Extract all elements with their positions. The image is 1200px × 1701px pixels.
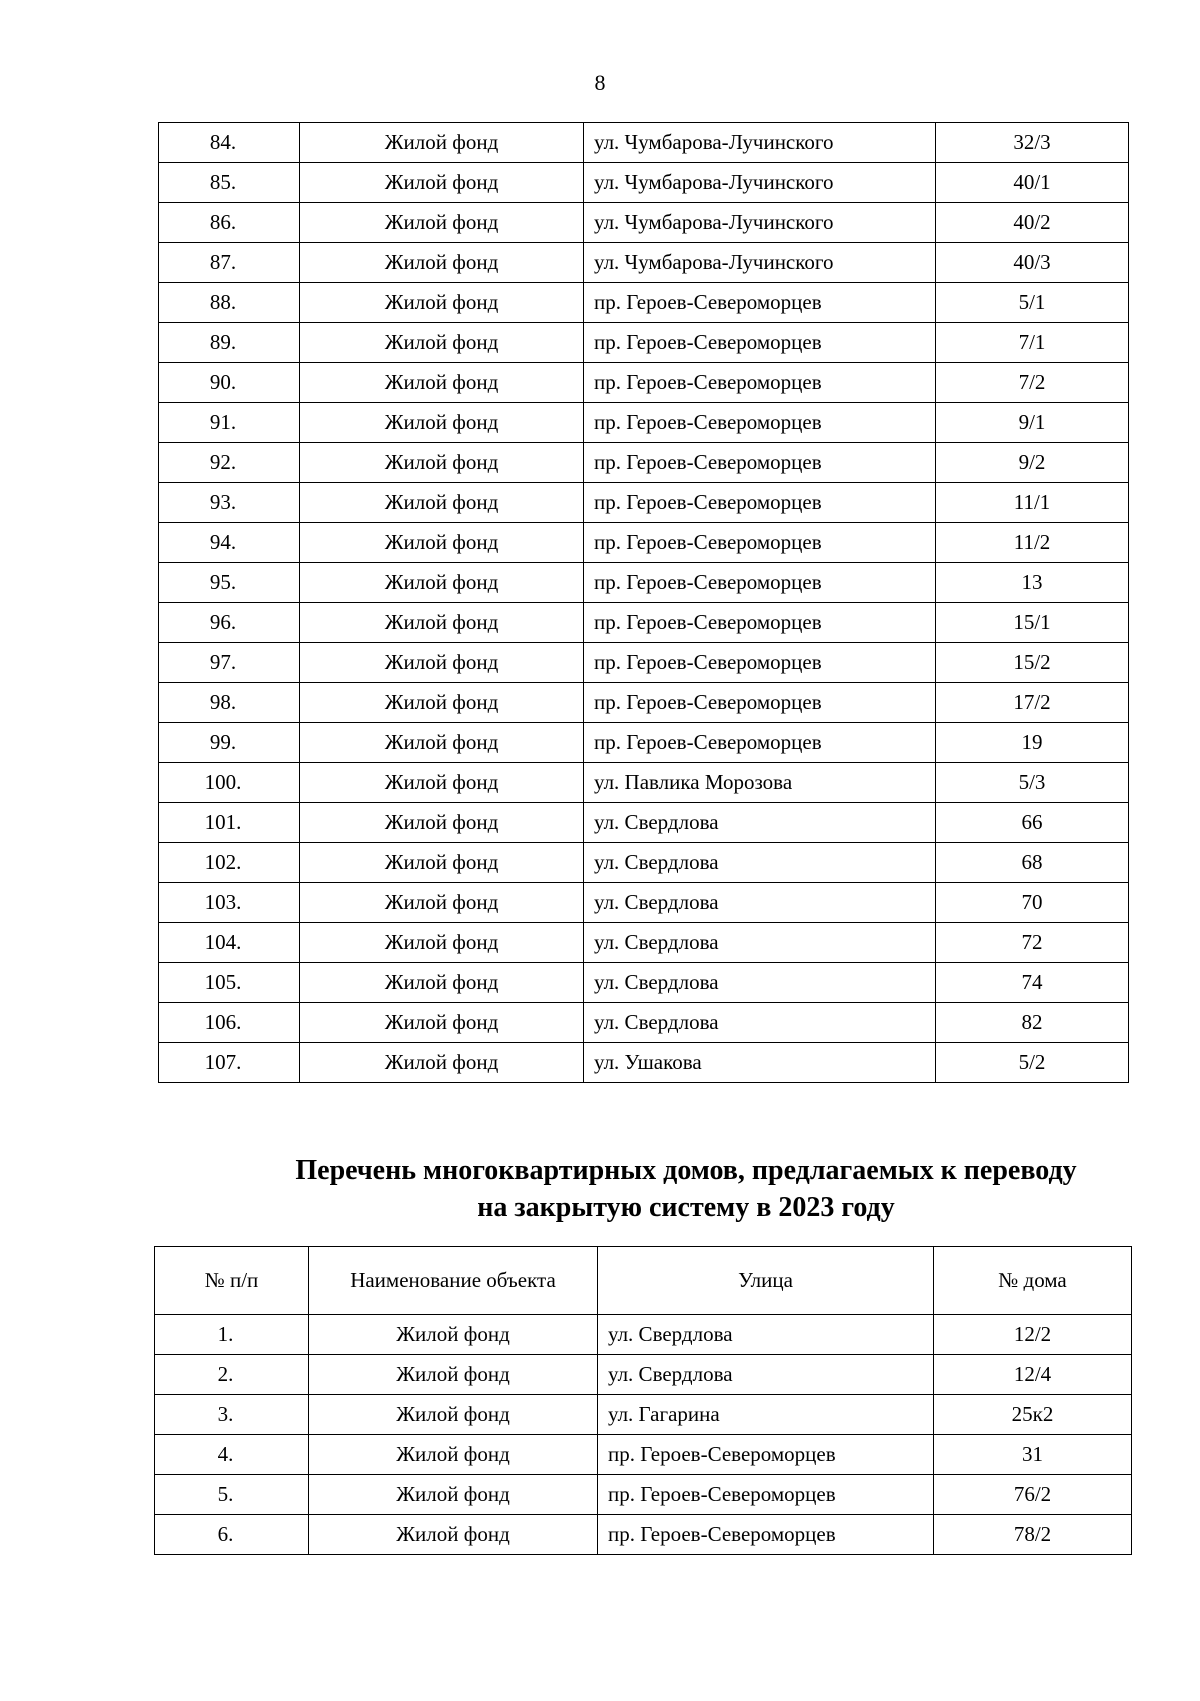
object-name: Жилой фонд	[300, 883, 584, 923]
table-row	[155, 1435, 1132, 1475]
street-name: ул. Чумбарова-Лучинского	[584, 203, 936, 243]
row-number: 6.	[155, 1515, 309, 1555]
house-number: 17/2	[936, 683, 1129, 723]
table-row	[159, 963, 1129, 1003]
house-number: 31	[934, 1435, 1132, 1475]
house-number: 11/2	[936, 523, 1129, 563]
street-name: пр. Героев-Североморцев	[584, 603, 936, 643]
row-number: 101.	[159, 803, 300, 843]
table-row	[155, 1475, 1132, 1515]
street-name: ул. Павлика Морозова	[584, 763, 936, 803]
table-row	[159, 443, 1129, 483]
object-name: Жилой фонд	[300, 123, 584, 163]
street-name: пр. Героев-Североморцев	[584, 323, 936, 363]
heading-line-1: Перечень многоквартирных домов, предлагаемых к переводу	[295, 1155, 1077, 1186]
table-row	[159, 1003, 1129, 1043]
street-name: пр. Героев-Североморцев	[598, 1475, 934, 1515]
object-name: Жилой фонд	[309, 1355, 598, 1395]
street-name: ул. Гагарина	[598, 1395, 934, 1435]
header-name: Наименование объекта	[309, 1247, 598, 1315]
row-number: 88.	[159, 283, 300, 323]
house-number: 72	[936, 923, 1129, 963]
table-row	[159, 123, 1129, 163]
street-name: пр. Героев-Североморцев	[584, 523, 936, 563]
house-number: 7/2	[936, 363, 1129, 403]
row-number: 96.	[159, 603, 300, 643]
row-number: 5.	[155, 1475, 309, 1515]
object-name: Жилой фонд	[300, 483, 584, 523]
street-name: ул. Чумбарова-Лучинского	[584, 163, 936, 203]
object-name: Жилой фонд	[300, 683, 584, 723]
street-name: ул. Свердлова	[584, 963, 936, 1003]
table-row	[159, 243, 1129, 283]
object-name: Жилой фонд	[309, 1395, 598, 1435]
house-number: 40/2	[936, 203, 1129, 243]
house-number: 5/2	[936, 1043, 1129, 1083]
table-header-row	[155, 1247, 1132, 1315]
house-number: 40/1	[936, 163, 1129, 203]
street-name: пр. Героев-Североморцев	[584, 283, 936, 323]
street-name: пр. Героев-Североморцев	[598, 1435, 934, 1475]
table-row	[159, 883, 1129, 923]
table-row	[159, 203, 1129, 243]
house-number: 15/1	[936, 603, 1129, 643]
object-name: Жилой фонд	[300, 563, 584, 603]
street-name: пр. Героев-Североморцев	[584, 443, 936, 483]
house-number: 12/2	[934, 1315, 1132, 1355]
object-name: Жилой фонд	[300, 643, 584, 683]
header-house: № дома	[934, 1247, 1132, 1315]
house-number: 9/1	[936, 403, 1129, 443]
house-number: 5/3	[936, 763, 1129, 803]
row-number: 86.	[159, 203, 300, 243]
house-number: 9/2	[936, 443, 1129, 483]
page-number: 8	[594, 70, 606, 95]
object-name: Жилой фонд	[309, 1315, 598, 1355]
house-number: 40/3	[936, 243, 1129, 283]
row-number: 104.	[159, 923, 300, 963]
housing-table-continued	[158, 122, 1129, 1083]
row-number: 2.	[155, 1355, 309, 1395]
table-row	[159, 283, 1129, 323]
house-number: 74	[936, 963, 1129, 1003]
house-number: 5/1	[936, 283, 1129, 323]
row-number: 87.	[159, 243, 300, 283]
street-name: ул. Свердлова	[584, 923, 936, 963]
object-name: Жилой фонд	[300, 1003, 584, 1043]
table-row	[159, 523, 1129, 563]
street-name: ул. Свердлова	[584, 803, 936, 843]
row-number: 4.	[155, 1435, 309, 1475]
table-row	[159, 563, 1129, 603]
street-name: ул. Свердлова	[584, 843, 936, 883]
street-name: пр. Героев-Североморцев	[584, 723, 936, 763]
row-number: 94.	[159, 523, 300, 563]
street-name: пр. Героев-Североморцев	[584, 483, 936, 523]
table-row	[159, 1043, 1129, 1083]
table-row	[159, 683, 1129, 723]
row-number: 92.	[159, 443, 300, 483]
row-number: 107.	[159, 1043, 300, 1083]
street-name: пр. Героев-Североморцев	[598, 1515, 934, 1555]
table-row	[159, 603, 1129, 643]
street-name: пр. Героев-Североморцев	[584, 643, 936, 683]
object-name: Жилой фонд	[300, 803, 584, 843]
street-name: пр. Героев-Североморцев	[584, 683, 936, 723]
table-row	[155, 1395, 1132, 1435]
object-name: Жилой фонд	[300, 243, 584, 283]
row-number: 89.	[159, 323, 300, 363]
street-name: ул. Свердлова	[584, 883, 936, 923]
row-number: 91.	[159, 403, 300, 443]
house-number: 25к2	[934, 1395, 1132, 1435]
table-row	[155, 1355, 1132, 1395]
object-name: Жилой фонд	[309, 1475, 598, 1515]
table-row	[159, 163, 1129, 203]
heading-line-2: на закрытую систему в 2023 году	[477, 1192, 895, 1223]
row-number: 90.	[159, 363, 300, 403]
object-name: Жилой фонд	[300, 1043, 584, 1083]
table-row	[159, 483, 1129, 523]
table-row	[159, 643, 1129, 683]
house-number: 15/2	[936, 643, 1129, 683]
table-row	[159, 843, 1129, 883]
table-row	[159, 723, 1129, 763]
object-name: Жилой фонд	[300, 323, 584, 363]
table-row	[159, 363, 1129, 403]
object-name: Жилой фонд	[300, 203, 584, 243]
object-name: Жилой фонд	[309, 1515, 598, 1555]
object-name: Жилой фонд	[300, 763, 584, 803]
street-name: пр. Героев-Североморцев	[584, 563, 936, 603]
row-number: 105.	[159, 963, 300, 1003]
house-number: 76/2	[934, 1475, 1132, 1515]
closed-system-2023-table	[154, 1246, 1132, 1555]
table-row	[155, 1515, 1132, 1555]
object-name: Жилой фонд	[300, 163, 584, 203]
street-name: пр. Героев-Североморцев	[584, 363, 936, 403]
object-name: Жилой фонд	[309, 1435, 598, 1475]
house-number: 66	[936, 803, 1129, 843]
row-number: 95.	[159, 563, 300, 603]
section-heading	[150, 1152, 1150, 1226]
object-name: Жилой фонд	[300, 363, 584, 403]
object-name: Жилой фонд	[300, 843, 584, 883]
table-body	[159, 123, 1129, 1083]
table-row	[159, 763, 1129, 803]
table-row	[155, 1315, 1132, 1355]
table-row	[159, 923, 1129, 963]
row-number: 85.	[159, 163, 300, 203]
house-number: 7/1	[936, 323, 1129, 363]
row-number: 102.	[159, 843, 300, 883]
header-num: № п/п	[155, 1247, 309, 1315]
object-name: Жилой фонд	[300, 283, 584, 323]
street-name: ул. Свердлова	[584, 1003, 936, 1043]
house-number: 68	[936, 843, 1129, 883]
house-number: 12/4	[934, 1355, 1132, 1395]
table-body	[155, 1315, 1132, 1555]
table-row	[159, 403, 1129, 443]
street-name: ул. Чумбарова-Лучинского	[584, 123, 936, 163]
row-number: 98.	[159, 683, 300, 723]
row-number: 99.	[159, 723, 300, 763]
object-name: Жилой фонд	[300, 963, 584, 1003]
house-number: 82	[936, 1003, 1129, 1043]
object-name: Жилой фонд	[300, 403, 584, 443]
row-number: 93.	[159, 483, 300, 523]
object-name: Жилой фонд	[300, 923, 584, 963]
row-number: 100.	[159, 763, 300, 803]
object-name: Жилой фонд	[300, 443, 584, 483]
row-number: 103.	[159, 883, 300, 923]
street-name: ул. Ушакова	[584, 1043, 936, 1083]
row-number: 106.	[159, 1003, 300, 1043]
street-name: ул. Чумбарова-Лучинского	[584, 243, 936, 283]
table-row	[159, 803, 1129, 843]
table-row	[159, 323, 1129, 363]
row-number: 3.	[155, 1395, 309, 1435]
house-number: 19	[936, 723, 1129, 763]
house-number: 11/1	[936, 483, 1129, 523]
row-number: 97.	[159, 643, 300, 683]
object-name: Жилой фонд	[300, 523, 584, 563]
header-street: Улица	[598, 1247, 934, 1315]
row-number: 1.	[155, 1315, 309, 1355]
house-number: 78/2	[934, 1515, 1132, 1555]
object-name: Жилой фонд	[300, 723, 584, 763]
street-name: ул. Свердлова	[598, 1315, 934, 1355]
house-number: 32/3	[936, 123, 1129, 163]
row-number: 84.	[159, 123, 300, 163]
street-name: ул. Свердлова	[598, 1355, 934, 1395]
house-number: 13	[936, 563, 1129, 603]
street-name: пр. Героев-Североморцев	[584, 403, 936, 443]
object-name: Жилой фонд	[300, 603, 584, 643]
house-number: 70	[936, 883, 1129, 923]
